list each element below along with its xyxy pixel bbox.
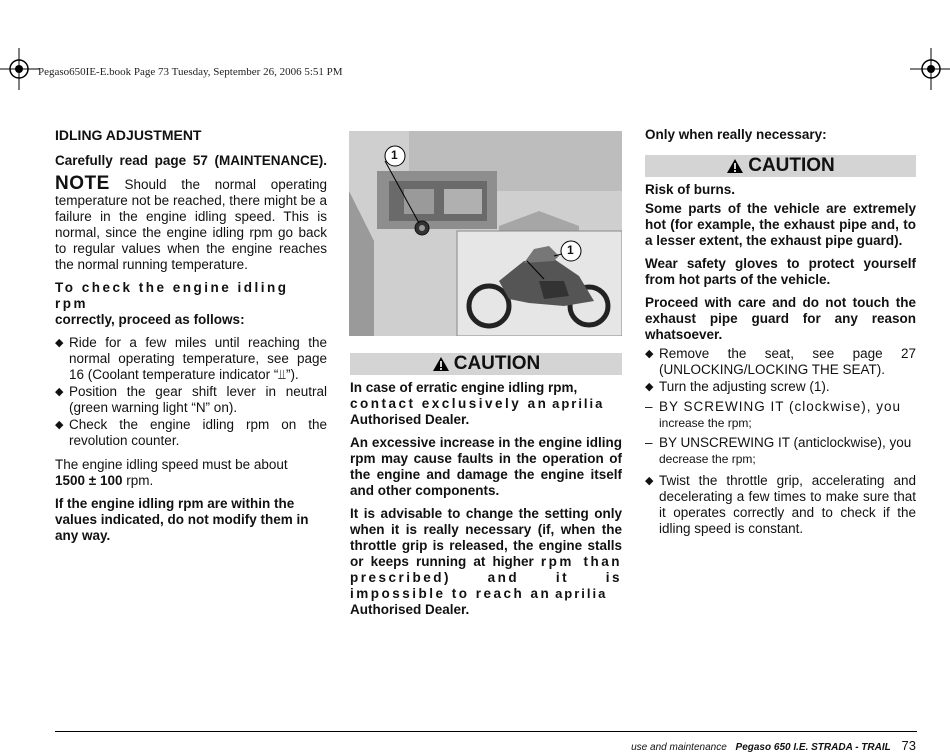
dash-item-first: BY UNSCREWING IT (anticlockwise), you	[659, 435, 912, 450]
column-left	[55, 127, 327, 551]
idle-speed-value: 1500 ± 100	[55, 473, 123, 488]
check-intro-spaced: To check the engine idling rpm	[55, 280, 289, 311]
within-values-paragraph: If the engine idling rpm are within the values indicated, do not modify them in any way.	[55, 496, 309, 543]
care-paragraph: Proceed with care and do not touch the exhaust pipe guard for any reason whatsoever.	[645, 295, 916, 342]
check-steps-list	[55, 335, 327, 449]
warning-triangle-icon	[726, 158, 744, 174]
caution-label: CAUTION	[748, 155, 835, 176]
note-paragraph	[55, 173, 327, 273]
brand-name: aprilia	[552, 396, 605, 411]
advisable-paragraph	[350, 506, 622, 618]
list-item-text: Ride for a few miles until reaching the normal operating temperature, see page 16 (Coolant temperature indicator “⫫”).	[69, 335, 327, 382]
list-item-text: Check the engine idling rpm on the revolution counter.	[69, 417, 327, 448]
list-item-text: Position the gear shift lever in neutral (green warning light “N” on).	[69, 384, 327, 415]
page-footer	[631, 738, 916, 753]
page-number: 73	[901, 738, 916, 753]
figure-svg	[349, 131, 622, 336]
diamond-bullet-icon: ◆	[645, 381, 654, 393]
footer-section: use and maintenance	[631, 742, 727, 753]
gloves-paragraph: Wear safety gloves to protect yourself from hot parts of the vehicle.	[645, 256, 916, 287]
advisable-text-c: impossible to reach an	[350, 586, 552, 601]
page-header: Pegaso650IE-E.book Page 73 Tuesday, September 26, 2006 5:51 PM	[38, 66, 343, 78]
callout-number-top: 1	[391, 148, 398, 162]
list-item-text: Remove the seat, see page 27 (UNLOCKING/LOCKING THE SEAT).	[659, 346, 916, 377]
list-item	[55, 335, 327, 383]
check-intro	[55, 280, 327, 328]
diamond-bullet-icon: ◆	[55, 337, 64, 349]
hot-parts-paragraph: Some parts of the vehicle are extremely hot (for example, the exhaust pipe and, to a lesser extent, the exhaust pipe guard).	[645, 201, 916, 248]
figure-engine-idle-screw	[349, 131, 622, 336]
list-item	[645, 346, 916, 378]
idle-speed-unit: rpm.	[122, 473, 154, 488]
list-item	[645, 473, 916, 537]
caution-banner	[645, 155, 916, 177]
list-item	[645, 435, 916, 467]
advisable-text-b: rpm than prescribed) and it is	[350, 554, 622, 585]
diamond-bullet-icon: ◆	[55, 386, 64, 398]
idle-speed-paragraph	[55, 457, 327, 489]
warning-triangle-icon	[432, 356, 450, 372]
diamond-bullet-icon: ◆	[55, 419, 64, 431]
column-right	[645, 127, 916, 545]
seat-steps-list	[645, 346, 916, 395]
list-item	[55, 384, 327, 416]
crop-mark-right	[910, 48, 950, 90]
dash-item-rest: increase the rpm;	[659, 416, 752, 430]
increase-paragraph: An excessive increase in the engine idling rpm may cause faults in the operation of the engine and damage the engine itself and other components.	[350, 435, 622, 498]
callout-number-inset: 1	[567, 243, 574, 257]
dash-bullet: –	[645, 435, 653, 450]
crop-mark-left	[0, 48, 40, 90]
note-text: Should the normal operating temperature not be reached, there might be a failure in the engine idling speed. This is normal, since the engine idling rpm go back to regular values when the engine reaches the normal running temperature.	[55, 177, 327, 272]
only-when-heading: Only when really necessary:	[645, 127, 827, 142]
list-item-text: Twist the throttle grip, accelerating and decelerating a few times to make sure that it operates correctly and to check if the idling speed is constant.	[659, 473, 916, 536]
section-title: IDLING ADJUSTMENT	[55, 127, 202, 143]
advisable-text-d: Authorised Dealer.	[350, 602, 470, 617]
dealer-text-b: contact exclusively an	[350, 396, 549, 411]
risk-heading: Risk of burns.	[645, 182, 736, 197]
screw-direction-list	[645, 399, 916, 467]
dash-item-rest: decrease the rpm;	[659, 452, 756, 466]
caution-banner	[350, 353, 622, 375]
footer-model: Pegaso 650 I.E. STRADA - TRAIL	[735, 742, 891, 753]
footer-rule	[55, 731, 917, 732]
diamond-bullet-icon: ◆	[645, 348, 654, 360]
read-line-text: Carefully read page 57 (MAINTENANCE).	[55, 153, 327, 168]
dealer-text-a: In case of erratic engine idling rpm,	[350, 380, 578, 395]
dash-bullet: –	[645, 399, 653, 414]
brand-name: aprilia	[555, 586, 608, 601]
dealer-text-c: Authorised Dealer.	[350, 412, 470, 427]
check-intro-rest: correctly, proceed as follows:	[55, 312, 245, 327]
read-line	[55, 153, 327, 169]
throttle-steps-list	[645, 473, 916, 537]
list-item	[55, 417, 327, 449]
note-word: NOTE	[55, 173, 110, 194]
diamond-bullet-icon: ◆	[645, 475, 654, 487]
column-middle	[350, 353, 622, 625]
caution-label: CAUTION	[453, 353, 541, 374]
advisable-text-a: It is advisable to change the setting only when it is really necessary (if, when the throttle grip is released, the engine stalls or keeps running at higher	[350, 506, 622, 569]
list-item-text: Turn the adjusting screw (1).	[659, 379, 830, 394]
dealer-paragraph	[350, 380, 622, 428]
list-item	[645, 399, 916, 431]
idle-speed-text: The engine idling speed must be about	[55, 457, 288, 472]
dash-item-first: BY SCREWING IT (clockwise), you	[659, 399, 902, 414]
list-item	[645, 379, 916, 395]
